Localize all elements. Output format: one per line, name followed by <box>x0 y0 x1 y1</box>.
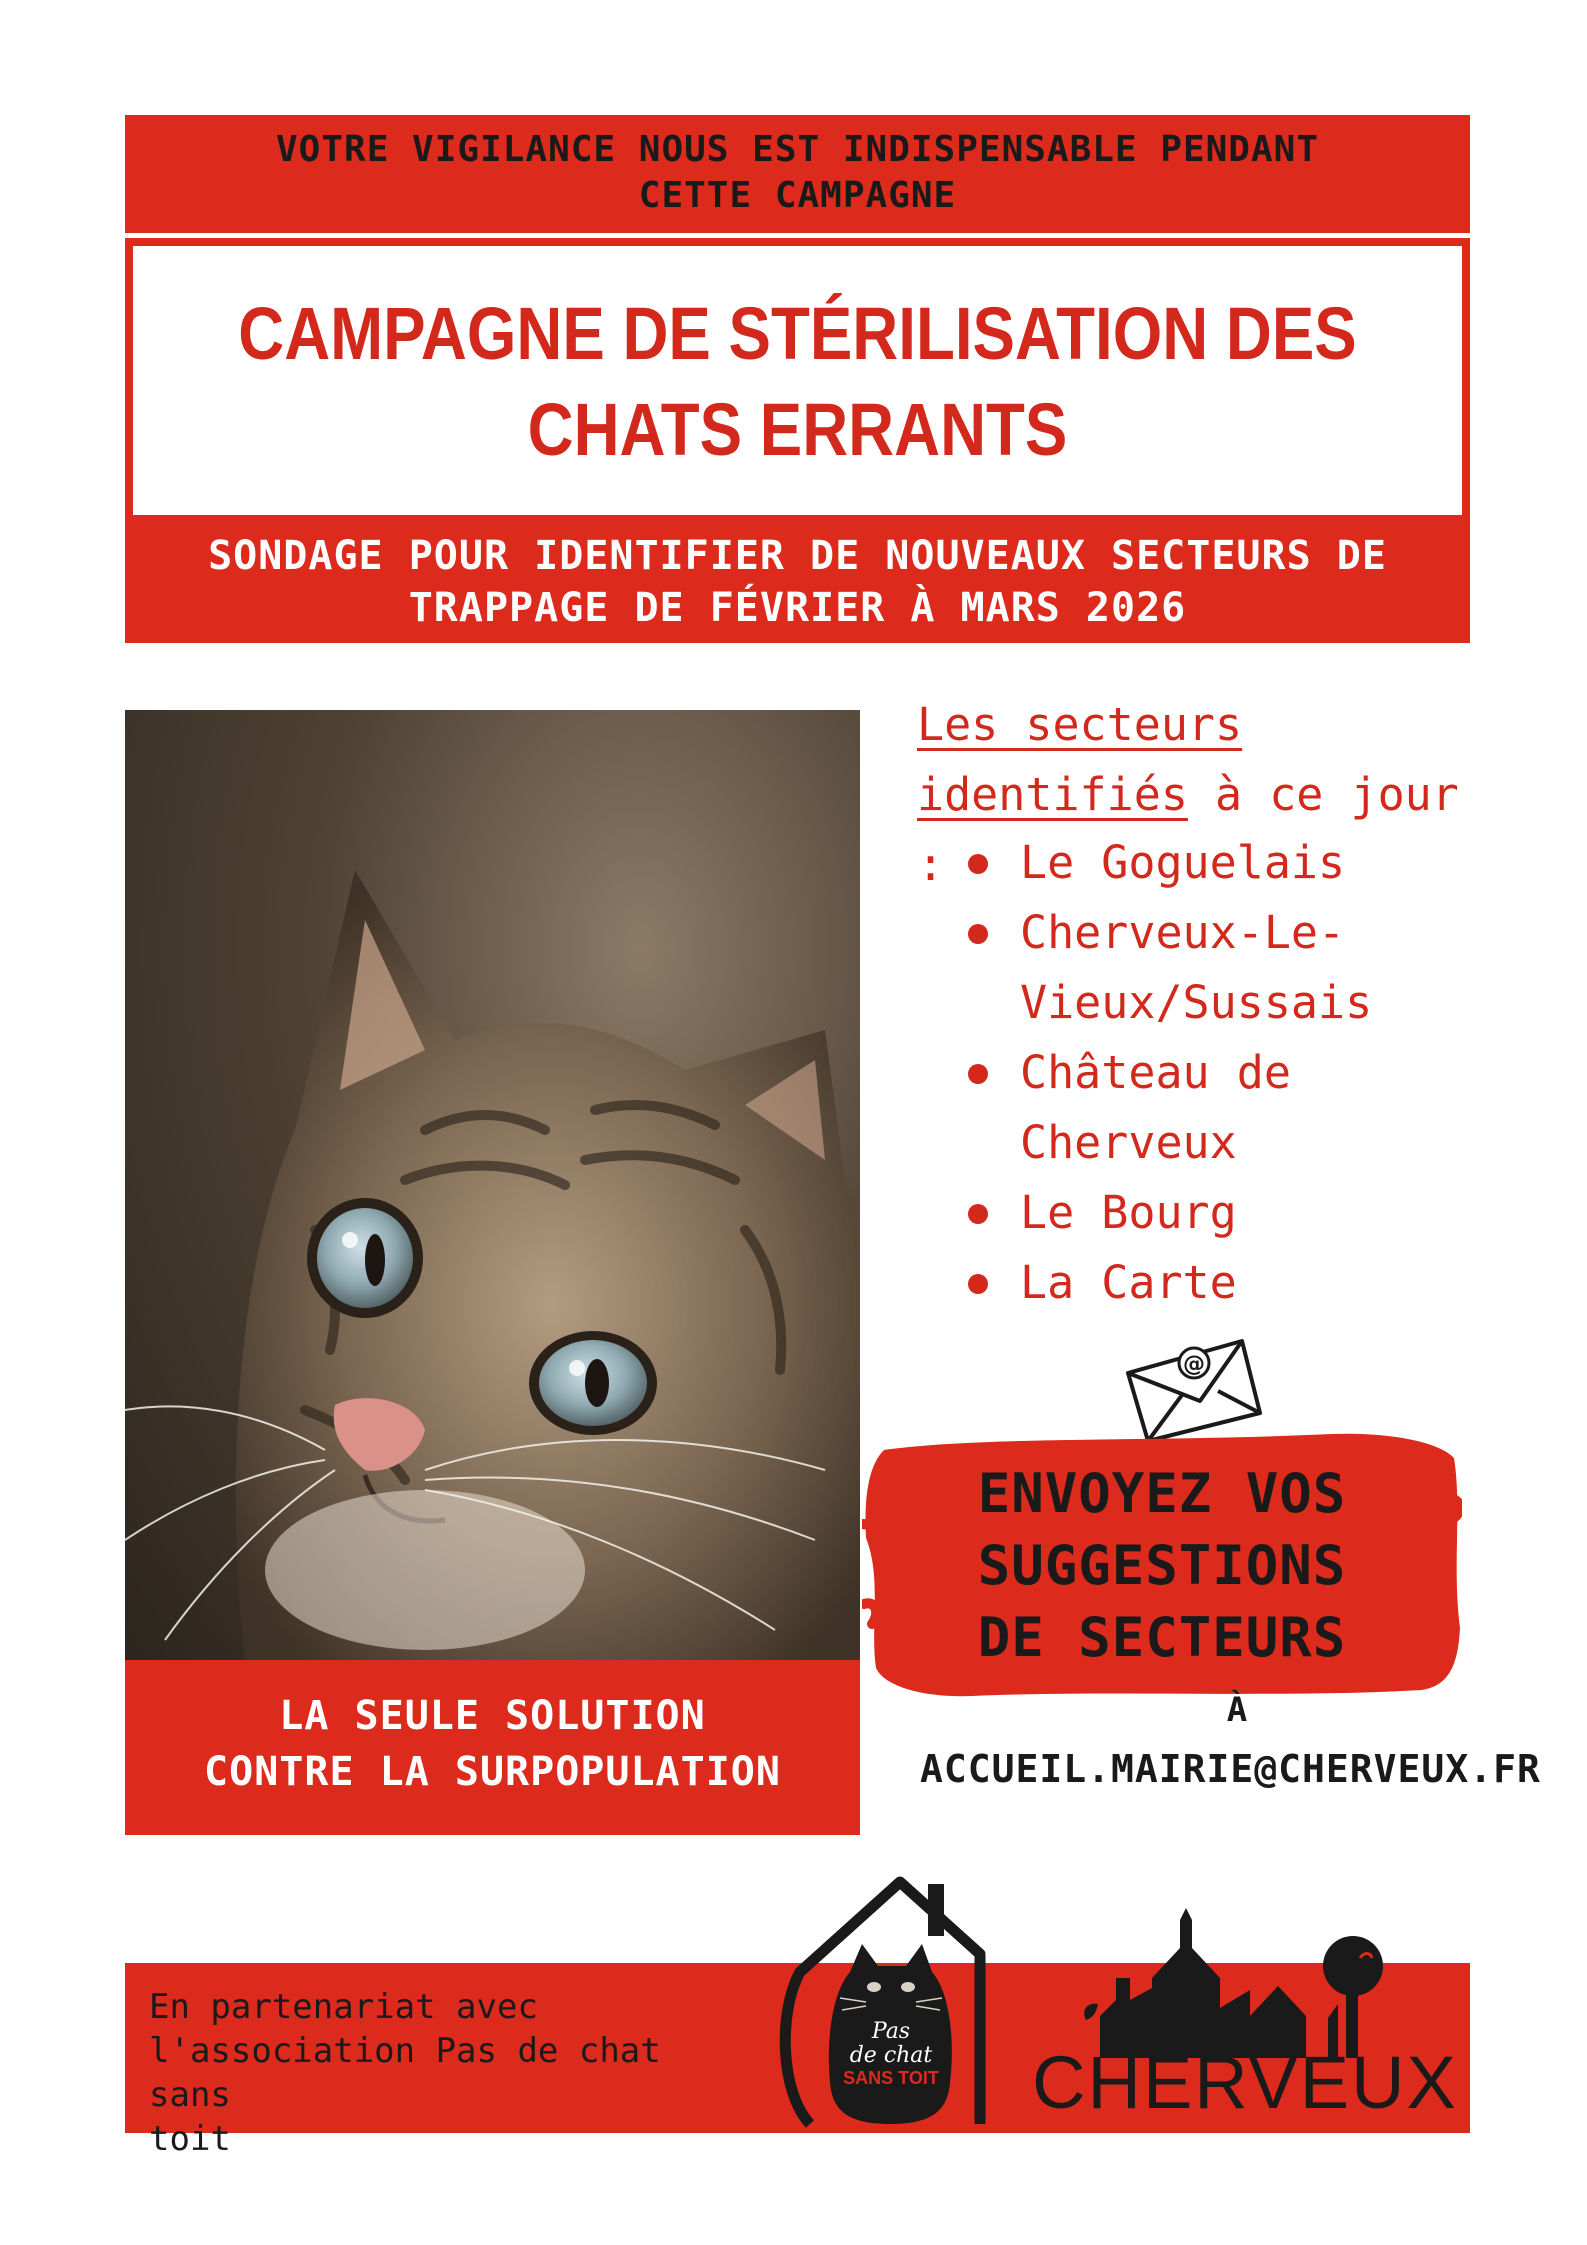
pdcst-line2: de chat <box>849 2043 933 2068</box>
sectors-list <box>960 828 1480 1318</box>
list-item: Cherveux-Le- Vieux/Sussais <box>960 898 1480 1038</box>
title-box <box>125 238 1470 523</box>
cat-photo <box>125 710 860 1660</box>
vigilance-banner <box>125 115 1470 233</box>
svg-text:@: @ <box>1183 1352 1205 1377</box>
list-item: Château de Cherveux <box>960 1038 1480 1178</box>
list-item: La Carte <box>960 1248 1480 1318</box>
pdcst-line1: Pas <box>871 2019 911 2044</box>
cta-text: ENVOYEZ VOS SUGGESTIONS DE SECTEURS <box>977 1462 1347 1669</box>
survey-banner <box>125 523 1470 643</box>
cherveux-wordmark: CHERVEUX <box>1032 2041 1458 2124</box>
email-address: ACCUEIL.MAIRIE@CHERVEUX.FR <box>920 1747 1541 1791</box>
pas-de-chat-sans-toit-logo <box>770 1862 1005 2132</box>
caption-text: LA SEULE SOLUTION CONTRE LA SURPOPULATION <box>204 1693 781 1795</box>
sectors-heading-identified: identifiés <box>917 768 1188 821</box>
vigilance-text: VOTRE VIGILANCE NOUS EST INDISPENSABLE PENDANT CETTE CAMPAGNE <box>276 129 1319 216</box>
title-inner <box>131 244 1464 517</box>
page-title: CAMPAGNE DE STÉRILISATION DES CHATS ERRANTS <box>238 292 1357 471</box>
sectors-heading-line1: Les secteurs <box>917 698 1243 751</box>
partner-text: En partenariat avec l'association Pas de chat sans toit <box>149 1987 661 2159</box>
list-item: Le Goguelais <box>960 828 1480 898</box>
pdcst-line3: SANS TOIT <box>843 2068 939 2088</box>
list-item: Le Bourg <box>960 1178 1480 1248</box>
suggestions-cta <box>862 1428 1462 1698</box>
photo-caption <box>125 1660 860 1835</box>
survey-text: SONDAGE POUR IDENTIFIER DE NOUVEAUX SECTEURS DE TRAPPAGE DE FÉVRIER À MARS 2026 <box>208 533 1387 631</box>
cta-to: À <box>1226 1690 1248 1730</box>
cherveux-logo <box>1030 1908 1460 2133</box>
sectors-heading-rest: à ce jour : <box>917 768 1459 891</box>
